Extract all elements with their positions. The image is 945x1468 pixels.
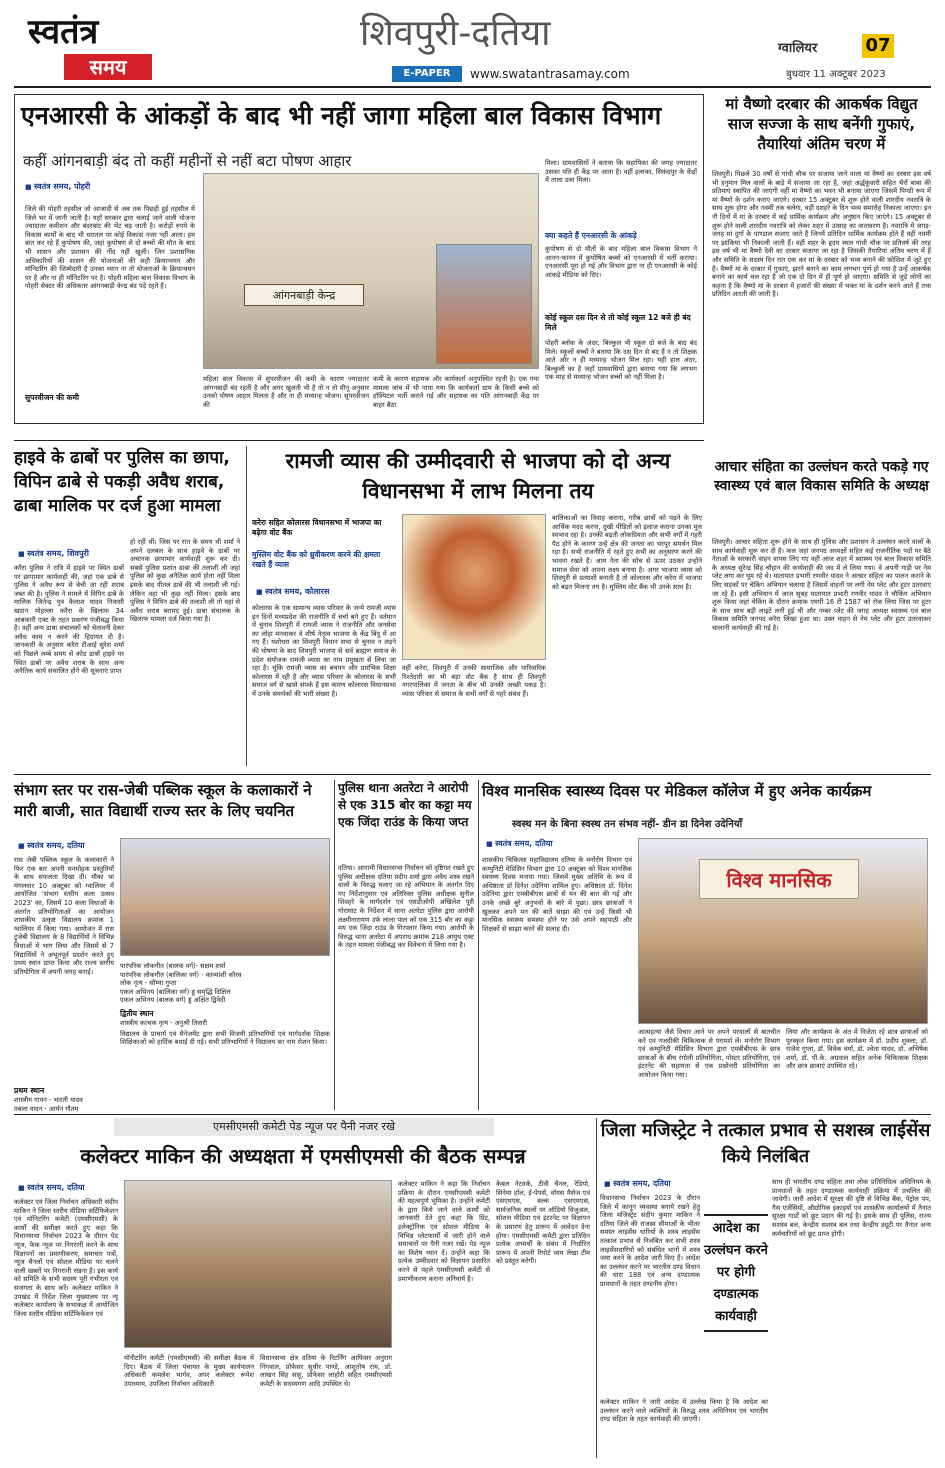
a1-byline: ■ स्वतंत्र समय, पोहरी (25, 181, 90, 192)
logo-bottom: समय (64, 54, 152, 80)
a1-col4c: पोहरी ब्लॉक के अंदर, बिल्कुल भी स्कूल दो बजे के बाद बंद मिले। स्कूलों बच्चों ने बताया कि दस दिन से बंद हैं न तो शिक्षक आते और न ही मध्यान्ह भोजन मिल रहा। यही हाल अंदर, बिल्कुली का है जहाँ ग्रामवासियों द्वारा बताया गया कि लगभग एक माह से मध्यान्ह भोजन बच्चों को नहीं मिला है। (545, 339, 697, 382)
a7-body: दतिया। आगामी विधानसभा निर्वाचन को दृष्टिगत रखते हुए पुलिस अधीक्षक दतिया प्रदीप शर्मा द्वारा अवैध शस्त्र रखने वालों के विरुद्ध चलाए जा रहे अभियान के अंतर्गत दिए गए निर्देशानुसार एवं अतिरिक्त पुलिस अधीक्षक सुनील शिवहरे के मार्गदर्शन एवं एसडीओपी अखिलेश पुरी गोराघाट के निर्देशन में थाना अतरेटा पुलिस द्वारा आरोपी लक्ष्मीनारायण उर्फ लाला पाल को एक 315 बोर का कट्टा मय एक जिंदा राउंड के गिरफ्तार किया गया। आरोपी के विरुद्ध थाना अतरेटा में अपराध क्रमांक 218 आयुध एक्ट के तहत मामला पंजीबद्ध कर विवेचना में लिया गया है। (338, 864, 474, 950)
a1-deck: कहीं आंगनबाड़ी बंद तो कहीं महीनों से नहीं बटा पोषण आहार (23, 152, 352, 170)
a1-col2: महिला बाल विकास में सुपरवीजन की कमी के कारण ज्यादातर आंगनबाड़ी बंद रहती है और अगर खुलती भी है तो न तो मीनू अनुसार उनको पोषण आहार मिलता है और ना ही मध्यान्ह भोजन। सुपरवीजन की (203, 375, 369, 409)
a10-inset: आदेश का उल्लंघन करने पर होगी दण्डात्मक कार्यवाही (704, 1214, 768, 1332)
a3-byline: ■ स्वतंत्र समय, शिवपुरी (18, 548, 89, 559)
edition-city: ग्वालियर (778, 41, 818, 56)
a8-byline: ■ स्वतंत्र समय, दतिया (486, 838, 553, 849)
site-url[interactable]: www.swatantrasamay.com (470, 67, 630, 81)
divider-row1 (14, 440, 704, 441)
a1-body: जिले की पोहरी तहसील जो आजादी से अब तक पिछड़ी हुई तहसील में जिले भर में जानी जाती है। यहाँ सरकार द्वारा चलाई जाने वाली योजना ज्यादातर कमीशन और बंदरबांट की भेंट चढ़ जाती है। करोड़ों रुपये के विकास कार्यों के बाद भी धरातल पर कोई विकास नजर नहीं आता। हम बात कर रहे हैं कुपोषण की, जहां कुपोषण से दो बच्चों की मौत के बाद भी शासन और प्रशासन की नींद नहीं खुली। जिन प्रशासनिक अधिकारियों की शासन की योजनाओं की सही क्रियान्वयन और मॉनिटरिंग की जिम्मेदारी है उनका ध्यान ना तो योजनाओं के क्रियान्वयन पर है और ना ही मॉनिटरिंग पर है। पोहरी महिला बाल विकास विभाग के पोहरी सेक्टर की अधिकतर आंगनबाड़ी केन्द्र बंद पड़े रहते हैं। (25, 205, 195, 291)
a1-photo-anganwadi (203, 173, 539, 369)
article-vaishno (712, 94, 931, 454)
a4-body: कोलारस के एक सामान्य व्यास परिवार के जन्मे रामजी व्यास इन दिनों मध्यप्रदेश की राजनीति में चर्चा बने हुए हैं। वर्तमान में चुनाव शिवपुरी में रामजी व्यास ने राजनीति और जनसेवा का लोहा मनवाकर वे शीर्ष नेतृत्व भाजपा के केंद्र बिंदु में आ गए हैं। यशोधरा का शिवपुरी विधान सभा से चुनाव न लड़ने की घोषणा के बाद शिवपुरी भाजपा से सर्व ब्राह्मण समाज के प्रदेश संयोजक रामजी व्यास का नाम प्रमुखता से लिया जा रहा है। चूंकि रामजी व्यास का बचपन और प्रारंभिक शिक्षा कोलारस में रही है और व्यास परिवार के कोलारस के सभी समाज वर्ग से खासे संपर्क हैं इस कारण कोलारस विधानसभा में उनके समर्थकों की भारी संख्या है। (252, 604, 396, 698)
anganwadi-board: आंगनबाड़ी केन्द्र (244, 284, 364, 306)
a9-col2: कलेक्टर माकिन ने कहा कि निर्वाचन प्रक्रिया के दौरान एमसीएमसी कमेटी की महत्वपूर्ण भूमिका है। उन्होंने कमेटी के द्वारा किये जाने वाले कार्यों को जानकारी देते हुए कहा कि प्रिंट, इलेक्ट्रॉनिक एवं सोशल मीडिया के विभिन्न प्लेटफार्मों में जारी होने वाले समाचारों पर पैनी नजर रखें। पेड न्यूज का विशेष ध्यान दें। उन्होंने कहा कि प्रत्येक उम्मीदवार को विज्ञापन प्रसारित करने से पहले एमसीएमसी कमेटी से प्रमाणीकरण कराना अनिवार्य है। (398, 1180, 490, 1283)
a1-subhead-nrc-data: क्या कहते हैं एनआरसी के आंकड़े (545, 231, 637, 240)
a10-body: विधानसभा निर्वाचन 2023 के दौरान जिले में कानून व्यवस्था बनाये रखने हेतु जिला मजिस्ट्रेट संदीप कुमार माकिन ने दतिया जिले की राजस्व सीमाओं के भीतर समस्त लाइसेंस धारियों के शस्त्र लाइसेंस तत्काल प्रभाव से निलंबित कर सभी शस्त्र लाइसेंसधारियों को संबंधित थानों में शस्त्र जमा करने के आदेश जारी किए हैं। आदेश का उल्लंघन करने पर भारतीय दण्ड विधान की धारा 188 एवं अन्य दण्डात्मक प्रावधानों के तहत दण्डनीय होगा। (600, 1194, 700, 1288)
a9-byline: ■ स्वतंत्र समय, दतिया (18, 1182, 85, 1193)
a8-deck: स्वस्थ मन के बिना स्वस्थ तन संभव नहीं- डीन डा दिनेश उदेनियाँ (512, 819, 743, 830)
edition-date: बुधवार 11 अक्टूबर 2023 (786, 69, 886, 80)
a6-item: पारंपरिक लोकगीत (बालिका वर्ग) - काव्यांशी कौरव (120, 970, 242, 979)
a3-headline: हाइवे के ढाबों पर पुलिस का छापा, विपिन ढाबे से पकड़ी अवैध शराब, ढाबा मालिक पर दर्ज हुआ मामला (14, 448, 230, 516)
divider-col-a9 (596, 1118, 597, 1458)
a6-photo-group (120, 838, 330, 956)
a1-subhead-schools: कोई स्कूल दस दिन से तो कोई स्कूल 12 बजे ही बंद मिले (545, 313, 691, 332)
a4-photo-portrait (402, 514, 546, 660)
a9-caption: मॉनीटरिंग कमेटी (एमसीएमसी) की समीक्षा बैठक में दिए। बैठक में जिला पंचायत के मुख्य कार्यपालन अधिकारी कमलेश भार्गव, अपर कलेक्टर रूपेश उपाध्याय, उपजिला निर्वाचन अधिकारी (124, 1354, 254, 1388)
a6-pos1-item: शास्त्रीय गायन - भारती यादव (14, 1096, 83, 1104)
a10-end: कलेक्टर माकिन ने जारी आदेश में उल्लेख किया है कि आदेश का उल्लंघन करने वाले व्यक्तियों के विरुद्ध शस्त्र अधिनियम एवं भारतीय दण्ड संहिता के तहत कार्यवाही की जाएगी। (600, 1398, 768, 1424)
logo-top: स्वतंत्र (28, 12, 99, 52)
article-police-atreta (338, 780, 474, 1110)
a4-col3: बालिकाओं का विवाह कराना, गरीब छात्रों को पढ़ने के लिए आर्थिक मदद करना, दुखी पीड़ितों को इलाज कराना उनका मूल स्वभाव रहा है। उनकी बढ़ती लोकप्रियता और सभी वर्गों में गहरी पैठ होने के कारण उन्हें क्षेत्र की जनता का भरपूर समर्थन मिल रहा है। सभी राजनीति में रहते हुए सभी का अनुसरण करने की भावना रखते हैं। आम नेता की सोच से ऊपर उठकर उन्होंने समाज सेवा को अपना लक्ष्य बनाया है। अगर भाजपा व्यास को शिवपुरी से प्रत्याशी बनाती है तो कोलारस और करेरा में भाजपा को बढ़त मिलना तय है। मुस्लिम वोट बैंक भी उनके साथ है। (552, 514, 702, 591)
a10-col2: साथ ही भारतीय दण्ड संहिता तथा लोक प्रतिनिधित्व अधिनियम के प्रावधानों के तहत दण्डात्मक कार्यवाही प्रक्रिया में प्रचलित की जावेगी। जारी आदेश में सुरक्षा की दृष्टि से विभिन्न बैंक, पेट्रोल पंप, गैस एजेंसियों, औद्योगिक इकाइयों एवं शासकीय कार्यालयों में तैनात सुरक्षा गार्डों को छूट प्रदान की गई है। इसके साथ ही पुलिस, राज्य सशस्त्र बल, केन्द्रीय सशस्त्र बल तथा केन्द्रीय ड्यूटी पर तैनात अन्य कर्मचारियों को छूट प्राप्त होगी। (772, 1178, 931, 1238)
a2-body: शिवपुरी। पिछले 30 वर्षों से गांधी चौक पर सजाया जाने वाला मां वैष्णो का दरबार इस वर्ष भी हनुमान मिल वालों के बाड़े में सजाया जा रहा है, जहां अर्द्धकुंवारी सहित भैरों बाबा की प्रतिमाएं स्थापित की जाएंगी वहीं मां वैष्णो का भवन भी बनाया जाएगा जिसमें पिण्डी रूप में मां वैष्णो के दर्शन कराए जाएंगे। दरबार 15 अक्टूबर से शुरू होने वाली शारदीय नवरात्रि के साथ शुरू होगा और नवमीं तक चलेगा, वहीं दशहरे के दिन भव्य समारोह निकाला जाएगा। इन नौ दिनों में मां के दरबार में कई धार्मिक कार्यक्रम और अनुष्ठान किए जाएंगे। 15 अक्टूबर से शुरू होने वाली शारदीय नवरात्रि को लेकर शहर में उत्साह का वातावरण है। नवरात्रि में जगह-जगह मां दुर्गा के पाण्डाल सजाए जाते हैं जिनमें प्रतिदिन धार्मिक कार्यक्रम होते हैं वहीं नवमीं पर झांकियां भी निकाली जाती हैं। वहीं शहर के हृदय स्थल गांधी चौक पर प्रतिवर्ष की तरह इस वर्ष भी मां वैष्णो देवी का दरबार सजाया जा रहा है जिसकी तैयारियां अंतिम चरण में हैं और समिति के सदस्य दिन रात एक कर मां के दरबार को भव्य बनाने की कोशिश में जुटे हुए हैं। वैष्णों मां के दरबार में गुफाएं, झरने बनाने का काम लगभग पूर्ण हो गया है उन्हें आकर्षक बनाने का कार्य चल रहा है जो एक दो दिन में ही पूर्ण हो जाएगा। समिति से जुड़े लोगों का कहना है कि वैष्णो मां के दरबार में हजारों की संख्या में भक्त मां के दर्शन करने आते हैं तथा प्रतिदिन आरती की जाती है। (712, 170, 931, 299)
article-mental-health (482, 780, 931, 1110)
a10-byline: ■ स्वतंत्र समय, दतिया (604, 1178, 671, 1189)
article-dhaba-raid (14, 446, 242, 766)
a8-col3: लिया और कार्यक्रम के अंत में विजेता रहे छात्र छात्राओं को पुरस्कृत किया गया। इस कार्यक्रम में डॉ. प्रदीप शुक्ला, डॉ. राजेश गुप्ता, डॉ. विवेक वर्मा, डॉ. श्वेता यादव, डॉ. अभिषेक शर्मा, डॉ. पी.के. अग्रवाल सहित अनेक चिकित्सक शिक्षक और छात्र छात्राएं उपस्थित रहे। (786, 1028, 928, 1071)
a10-headline: जिला मजिस्ट्रेट ने तत्काल प्रभाव से सशस्त्र लाईसेंस किये निलंबित (600, 1120, 931, 1167)
divider-row2 (14, 774, 931, 775)
article-code-violation (712, 458, 931, 768)
a2-headline: मां वैष्णो दरबार की आकर्षक विद्युत साज सज्जा के साथ बनेंगी गुफाएं, तैयारियां अंतिम चरण में (725, 95, 918, 153)
a6-byline: ■ स्वतंत्र समय, दतिया (18, 840, 85, 851)
divider-col-a3 (246, 446, 247, 766)
a9-col4: विधानसभा क्षेत्र दतिया के रिटर्निंग आफिसर अनुराग निंगवाल, प्रोफेसर सुधीर पाण्डे, आशुतोष राय, डॉ. लाखन सिंह साहू, प्रोफेसर लाहोरी सहित एमसीएमसी कमेटी के सदस्यगण आदि उपस्थित थे। (260, 1354, 392, 1388)
a6-end: विद्यालय के प्राचार्य एवं मैनेजमेंट द्वारा सभी विजयी प्रतिभागियों एवं मार्गदर्शक शिक्षक शिक्षिकाओं को हार्दिक बधाई दी गई। सभी प्रतिभागियों ने विद्यालय का नाम रोशन किया। (120, 1029, 330, 1047)
a3-col2: हो रहीं थीं। जिस पर रात के समय थी शर्मा ने अपने दलबल के साथ हाइवे के ढाबों पर अचानक छापामार कार्यवाही शुरू कर दी। सबसे पुलिस प्रशांत ढाबा की तलाशी ली जहां पुलिस को कुछ अनैतिक कार्य होता नहीं मिला इसके बाद पीतल ढाबे की भी तलाशी ली गई। लेकिन वहां भी कुछ नहीं मिला। इसके बाद पुलिस ने विपिन ढाबे की तलाशी ली तो वहां से अवैध शराब बरामद हुई। ढाबा संचालक के खिलाफ मामला दर्ज किया गया है। (130, 538, 240, 624)
divider-col-a6 (334, 780, 335, 1110)
a8-photo-event (638, 838, 928, 1024)
a6-pos1-block (14, 1086, 114, 1113)
a8-headline: विश्व मानसिक स्वास्थ्य दिवस पर मेडिकल कॉलेज में हुए अनेक कार्यक्रम (482, 782, 872, 800)
a3-body: करैरा पुलिस ने रात्रि में हाइवे पर स्थित ढाबों पर छापामार कार्यवाही की, जहां एक ढाबे से पुलिस ने अवैध रूप से बेची जा रही शराब जब्त की है। पुलिस ने मामले में विपिन ढाबे के मालिक जितेन्द्र पुत्र कैलाश यादव निवासी खदान मोहल्ला करैरा के खिलाफ 34 आबकारी एक्ट के तहत प्रकरण पंजीबद्ध किया है। वहीं अन्य ढाबा संचालकों को चेतावनी देकर अवैध काम न करने की हिदायत दी है। जानकारी के अनुसार करैरा टीआई सुरेश शर्मा को पिछले लम्बे समय से कोड ढाबों हाइवे पर स्थित ढाबों पर अवैध शराब के साथ अन्य अनैतिक कार्य संचालित होने की सूचनाएं प्राप्त (14, 564, 124, 676)
a4-sub1: करेरा सहित कोलारस विधानसभा में भाजपा का बढ़ेगा वोट बैंक (252, 518, 382, 537)
article-school-artists (14, 780, 332, 1120)
a4-byline: ■ स्वतंत्र समय, कोलारस (256, 586, 329, 597)
article-nrc (14, 94, 704, 424)
a8-body: शासकीय चिकित्सा महाविद्यालय दतिया के मनोरोग विभाग एवं कम्युनिटी मेडिसिन विभाग द्वारा 10 अक्टूबर को विश्व मानसिक स्वास्थ्य दिवस मनाया गया। जिसमें मुख्य अतिथि के रूप में अधिष्ठाता डॉ दिनेश उदेनिया शामिल हुए। अधिष्ठाता डॉ. दिनेश उदेनिया द्वारा एमबीबीएस छात्रों से मन की बात की गई और उनके अच्छे बुरे अनुभवों के बारे में पूछा। छात्र छात्राओं ने खुलकर अपने मन की बातें साझा की एवं उन्हें किसी भी मानसिक स्वास्थ्य समस्या होने पर उसे अपने सहपाठी और शिक्षकों से साझा करने की सलाह दी। (482, 856, 632, 933)
divider-row3 (14, 1114, 931, 1115)
a4-sub2: मुस्लिम वोट बैंक को ध्रुवीकरण करने की क्षमता रखते हैं व्यास (252, 550, 381, 569)
a6-pos2-item: शास्त्रीय कत्थक नृत्य - अनुश्री तिवारी (120, 1018, 208, 1027)
page-number: 07 (862, 34, 894, 58)
article-mcmc (14, 1118, 592, 1458)
article-ramji-vyas (252, 446, 704, 766)
a9-kicker: एमसीएमसी कमेटी पेड न्यूज पर पैनी नजर रखे (114, 1118, 494, 1136)
a1-col4: मिला। ग्रामवासियों ने बताया कि सहायिका की जगह ज्यादातर उसका पति ही केंद्र पर आता है। वहीं इलाका, सिकंदपुर के केंद्रों में ताला डला मिला। (545, 159, 697, 185)
a1-photo-inset (436, 244, 532, 364)
a1-subhead-supervision: सुपरवीजन की कमी (25, 393, 80, 402)
a1-col3: कमी के कारण सहायक और कार्यकर्ता अनुपस्थित रहती है। एक गया मामला जांच में भी पाया गया कि कार्यकर्ता ग्राम के किसी बच्चे को हॉस्पिटल भर्ती कराने गई और सहायक का पति आंगनबाड़ी केंद्र पर बाहर बैठा (373, 375, 539, 409)
a5-body: शिवपुरी। आचार संहिता शुरू होने के साथ ही पुलिस और प्रशासन ने उल्लंघन करने वालों के साथ कार्यवाही शुरू कर दी है। कल जहां जनपद अध्यक्षों सहित कई राजनीतिक पदों पर बैठे नेताओं के सरकारी वाहन वापस लिए गए वहीं आज शहर में स्वास्थ्य एवं बाल विकास समिति के अध्यक्ष सुरेन्द्र सिंह चौहान की कार्यवाही की जद में ले लिया गया। वे अपनी गाड़ी पर नेम प्लेट लगा कर घूम रहे थे। यातायात प्रभारी रणवीर यादव ने आचार संहिता का पालन कराने के लिए सड़कों पर चेकिंग अभियान चलाया है जिसमें वाहनों पर लगी नेम प्लेट और हूटर उतरवाए जा रहे हैं। इसी अभियान में आज सुबह यातायात प्रभारी रणवीर यादव ने चौकिंग अभियान शुरू किया जहां चेकिंग के दौरान क्रमांक एमपी 16 टी 1587 को रोक लिया जिस पर हूटर के साथ साथ बड़ी लाइटें लगी हुई थी और नम्बर प्लेट की जगह अध्यक्ष स्वास्थ्य एवं बाल विकास समिति जनपद करैरा लिखा हुआ था। उक्त वाहन से नेम प्लेट और हूटर उतरवाकर चालानी कार्यवाही की गई है। (712, 538, 931, 632)
a8-banner: विश्व मानसिक (699, 859, 859, 899)
a4-headline: रामजी व्यास की उम्मीदवारी से भाजपा को दो अन्य विधानसभा में लाभ मिलना तय (285, 449, 671, 503)
masthead (0, 0, 945, 88)
a1-col4b: कुपोषण से दो मौतों के बाद महिला बाल विकास विभाग ने आनन-फानन में कुपोषित बच्चों को एनआरसी में भर्ती कराया। एनआरसी पूरा हो गई और विभाग द्वारा ना ही एनआरसी के कोई आंकड़े मीडिया को दिए। (545, 245, 697, 279)
a7-headline: पुलिस थाना अतरेटा ने आरोपी से एक 315 बोर का कट्टा मय एक जिंदा राउंड के किया जप्त (338, 781, 472, 829)
epaper-label: E-PAPER (392, 66, 462, 82)
a6-pos2-title: द्वितीय स्थान (120, 1008, 154, 1018)
a8-col2: आत्महत्या जैसे विचार आने पर अपने परवालों से बातचीत करें एवं नजदीकी चिकित्सक से परामर्श लें। मनोरोग विभाग एवं कम्युनिटी मेडिसिन विभाग द्वारा एमबीबीएस के छात्र छात्राओं के बीच रंगोली प्रतियोगिता, पोस्टर प्रतियोगिता, एवं इंटरनेट की सहायता से एक प्रश्नोत्तरी प्रतियोगिता का आयोजन किया गया। (638, 1028, 780, 1079)
a9-body: कलेक्टर एवं जिला निर्वाचन अधिकारी संदीप माकिन ने जिला स्तरीय मीडिया सर्टिफिकेशन एवं मॉनिटरिंग कमेटी (एमसीएमसी) के कार्यों की समीक्षा करते हुए कहा कि विधानसभा निर्वाचन 2023 के दौरान पेड न्यूज, फेक न्यूज पर निगरानी करने के साथ विज्ञापनों का प्रमाणीकरण, समाचार पत्रों, न्यूज चैनलों एवं सोशल मीडिया पर चलने वाली खबरों पर निगरानी रखना है। इस कार्य को समिति के सभी सदस्य पूरी गंभीरता एवं सजगता के साथ करें। कलेक्टर माकिन ने उपखंड में निर्देश जिला मुख्यालय पर न्यू कलेक्टर कार्यालय के सभाकक्ष में आयोजित जिला स्तरीय मीडिया सर्टिफिकेशन एवं (14, 1198, 118, 1318)
a9-photo-meeting (124, 1180, 392, 1348)
a6-item: पारंपरिक लोकगीत (बालक वर्ग)- सक्षम शर्मा (120, 962, 226, 970)
a6-pos1-item: तबला वादन - आर्यन गौतम (14, 1104, 79, 1113)
article-licence (600, 1118, 931, 1458)
a9-col3: केबल नेटवर्क, टीवी चैनल, रेडियो, सिनेमा हॉल, ई-पेपर्स, वॉयस मैसेज एवं एसएमएस, बल्क एसएमएस, सार्वजनिक स्थलों पर ऑडियो विजुअल, सोशल मीडिया एवं इंटरनेट पर विज्ञापन के प्रसारण हेतु प्रारूप में आवेदन देना होगा। एमसीएमसी कमेटी द्वारा प्रतिदिन प्रत्येक अभ्यर्थी के संबंध में निर्धारित प्रारूप में अपनी रिपोर्ट व्यय लेखा टीम को प्रस्तुत करेगी। (496, 1180, 590, 1266)
a6-pos1-title: प्रथम स्थान (14, 1086, 45, 1095)
a6-item: लोक नृत्य - सौम्या गुप्ता (120, 979, 177, 988)
a6-headline: संभाग स्तर पर रास-जेबी पब्लिक स्कूल के कलाकारों ने मारी बाजी, सात विद्यार्थी राज्य स्तर के लिए चयनित (14, 781, 312, 820)
a6-body: रास जेबी पब्लिक स्कूल के कलाकारों ने फिर एक बार अपनी मनमोहक प्रस्तुतियों के साथ सफलता दिखा दी। मौका था मंगलवार 10 अक्टूबर को ग्वालियर में आयोजित 'संभाग स्तरीय कला उत्सव 2023' का, जिसमें 10 कला विधाओं के अंतर्गत प्रतियोगिताओं का आयोजन शासकीय उत्कृष्ट विद्यालय क्रमांक 1 ग्वालियर में किया गया। आयोजन में रास ट्रूजेबी विद्यालय के 8 विद्यार्थियों ने विभिन्न विधाओं में भाग लिया और जिसमें से 7 विद्यार्थियों ने अभूतपूर्व प्रदर्शन करते हुए प्रथम स्थान प्राप्त किया और राज्य स्तरीय प्रतियोगिता में अपनी जगह बनाई। (14, 856, 114, 976)
a6-item: एकल अभिनय (बालिका वर्ग) ड्ड समृद्धि दिक्षित्त (120, 987, 231, 996)
masthead-rule (14, 86, 931, 88)
a9-headline: कलेक्टर माकिन की अध्यक्षता में एमसीएमसी की बैठक सम्पन्न (80, 1144, 526, 1168)
a6-list-mid (120, 962, 330, 1074)
section-title: शिवपुरी-दतिया (360, 13, 551, 54)
a1-headline: एनआरसी के आंकड़ों के बाद भी नहीं जागा महिला बाल विकास विभाग (21, 101, 662, 130)
divider-col-a7 (478, 780, 479, 1110)
a6-item: एकल अभिनय (बालक वर्ग) ड्ड अक्षित द्विवेदी (120, 996, 226, 1005)
a5-headline: आचार संहिता का उल्लंघन करते पकड़े गए स्वास्थ्य एवं बाल विकास समिति के अध्यक्ष (714, 459, 929, 494)
a4-col2: वहीं करेरा, शिवपुरी में उनकी सामाजिक और पारिवारिक रिश्तेदारी का भी बड़ा वोट बैंक है साथ ही शिवपुरी नगरपालिका में जनता के बीच भी उनकी अच्छी पकड़ है। व्यास परिवार से समाज के सभी वर्गों से गहरे संबंध हैं। (402, 664, 546, 698)
